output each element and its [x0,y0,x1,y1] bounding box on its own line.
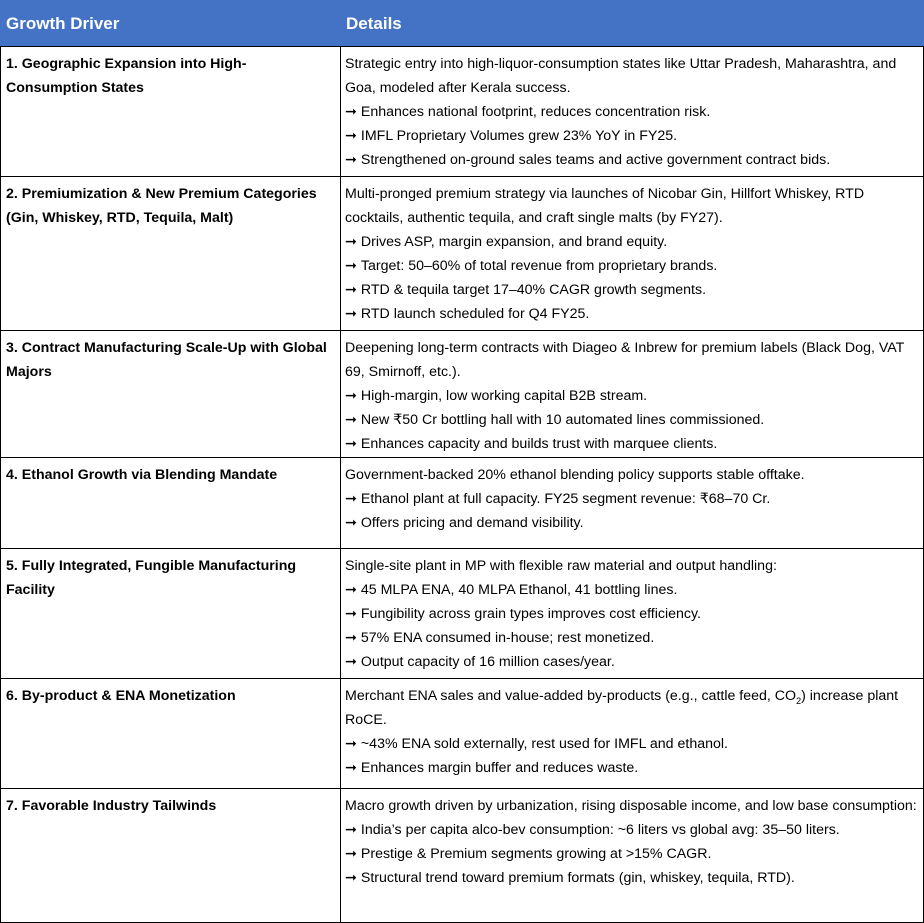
detail-line: Government-backed 20% ethanol blending policy supports stable offtake. [345,467,805,483]
detail-text: 45 MLPA ENA, 40 MLPA Ethanol, 41 bottling lines. [360,582,678,598]
detail-bullet [345,254,919,278]
arrow-icon: ➞ [345,282,357,298]
detail-text: RTD launch scheduled for Q4 FY25. [360,306,590,322]
details-cell [341,549,924,679]
table-row [1,331,924,458]
detail-bullet [345,650,919,674]
detail-line: Strategic entry into high-liquor-consumption states like Uttar Pradesh, Maharashtra, and Goa, modeled after Kerala success. [345,56,897,96]
growth-driver-cell: 7. Favorable Industry Tailwinds [1,789,341,923]
arrow-icon: ➞ [345,654,357,670]
detail-text: RTD & tequila target 17–40% CAGR growth segments. [360,282,707,298]
detail-text: ~43% ENA sold externally, rest used for IMFL and ethanol. [360,736,728,752]
arrow-icon: ➞ [345,491,357,507]
arrow-icon: ➞ [345,760,357,776]
detail-bullet [345,100,919,124]
subscript-text: 2 [796,695,802,706]
details-cell [341,458,924,549]
detail-text: Target: 50–60% of total revenue from proprietary brands. [360,258,718,274]
detail-text: Enhances national footprint, reduces concentration risk. [360,104,711,120]
detail-line: Macro growth driven by urbanization, rising disposable income, and low base consumption: [345,798,917,814]
arrow-icon: ➞ [345,306,357,322]
arrow-icon: ➞ [345,846,357,862]
arrow-icon: ➞ [345,515,357,531]
detail-text: Drives ASP, margin expansion, and brand equity. [360,234,668,250]
details-cell [341,47,924,177]
table-row [1,177,924,331]
detail-text: Structural trend toward premium formats (gin, whiskey, tequila, RTD). [360,870,795,886]
arrow-icon: ➞ [345,736,357,752]
detail-text: Prestige & Premium segments growing at >15% CAGR. [360,846,712,862]
detail-bullet [345,487,919,511]
detail-bullet [345,230,919,254]
detail-text: New ₹50 Cr bottling hall with 10 automated lines commissioned. [360,412,765,428]
detail-bullet [345,842,919,866]
detail-bullet [345,756,919,780]
arrow-icon: ➞ [345,412,357,428]
table-header-row [1,1,924,47]
detail-bullet [345,278,919,302]
detail-text: Enhances margin buffer and reduces waste. [360,760,639,776]
table-row [1,47,924,177]
arrow-icon: ➞ [345,258,357,274]
growth-driver-cell: 1. Geographic Expansion into High-Consumption States [1,47,341,177]
detail-text: ) increase plant RoCE. [345,688,899,728]
detail-text: Ethanol plant at full capacity. FY25 segment revenue: ₹68–70 Cr. [360,491,771,507]
detail-text: Strengthened on-ground sales teams and active government contract bids. [360,152,831,168]
detail-bullet [345,148,919,172]
arrow-icon: ➞ [345,388,357,404]
growth-driver-cell: 2. Premiumization & New Premium Categories (Gin, Whiskey, RTD, Tequila, Malt) [1,177,341,331]
detail-text: Merchant ENA sales and value-added by-products (e.g., cattle feed, CO [345,688,797,704]
growth-driver-cell: 6. By-product & ENA Monetization [1,679,341,789]
table-row [1,549,924,679]
growth-driver-cell: 3. Contract Manufacturing Scale-Up with Global Majors [1,331,341,458]
header-growth-driver: Growth Driver [1,1,341,47]
detail-bullet [345,578,919,602]
arrow-icon: ➞ [345,870,357,886]
detail-text: Enhances capacity and builds trust with marquee clients. [360,436,718,452]
detail-bullet [345,408,919,432]
detail-text: Output capacity of 16 million cases/year. [360,654,615,670]
detail-text: Offers pricing and demand visibility. [360,515,584,531]
details-cell [341,679,924,789]
arrow-icon: ➞ [345,104,357,120]
table-row [1,458,924,549]
detail-bullet [345,124,919,148]
arrow-icon: ➞ [345,234,357,250]
detail-line: Deepening long-term contracts with Diageo & Inbrew for premium labels (Black Dog, VAT 69, Smirnoff, etc.). [345,340,905,380]
detail-bullet [345,302,919,326]
detail-bullet [345,818,919,842]
detail-bullet [345,432,919,456]
details-cell [341,331,924,458]
detail-line: Multi-pronged premium strategy via launches of Nicobar Gin, Hillfort Whiskey, RTD cocktails, authentic tequila, and craft single malts (by FY27). [345,186,865,226]
arrow-icon: ➞ [345,152,357,168]
details-cell [341,177,924,331]
arrow-icon: ➞ [345,128,357,144]
detail-text: 57% ENA consumed in-house; rest monetized. [360,630,655,646]
detail-bullet [345,732,919,756]
detail-bullet [345,602,919,626]
detail-text: India’s per capita alco-bev consumption: ~6 liters vs global avg: 35–50 liters. [360,822,840,838]
arrow-icon: ➞ [345,822,357,838]
detail-line: Single-site plant in MP with flexible raw material and output handling: [345,558,777,574]
arrow-icon: ➞ [345,582,357,598]
detail-line [345,684,919,732]
detail-bullet [345,866,919,890]
header-details: Details [341,1,924,47]
detail-text: IMFL Proprietary Volumes grew 23% YoY in FY25. [360,128,678,144]
detail-text: Fungibility across grain types improves cost efficiency. [360,606,702,622]
arrow-icon: ➞ [345,630,357,646]
detail-bullet [345,384,919,408]
arrow-icon: ➞ [345,606,357,622]
growth-driver-cell: 4. Ethanol Growth via Blending Mandate [1,458,341,549]
growth-driver-cell: 5. Fully Integrated, Fungible Manufacturing Facility [1,549,341,679]
detail-text: High-margin, low working capital B2B stream. [360,388,648,404]
table-row [1,789,924,923]
detail-bullet [345,511,919,535]
table-row [1,679,924,789]
arrow-icon: ➞ [345,436,357,452]
details-cell [341,789,924,923]
detail-bullet [345,626,919,650]
